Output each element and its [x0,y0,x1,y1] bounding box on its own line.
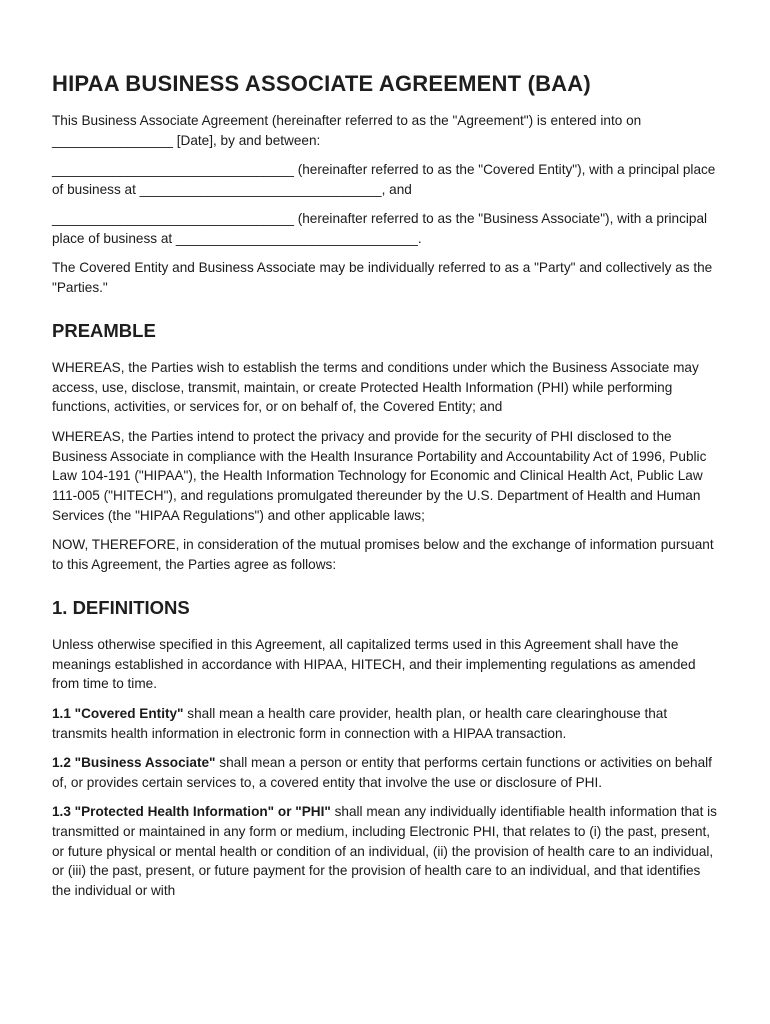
whereas-paragraph-1: WHEREAS, the Parties wish to establish the terms and conditions under which the Business Associate may access, use, disclose, transmit, maintain, or create Protected Health Information (PHI) while performing functions, activities, or services for, or on behalf of, the Covered Entity; and [52,359,699,415]
document-body [52,111,718,910]
covered-entity-paragraph: ________________________________ (hereinafter referred to as the "Covered Entity"), with a principal place of business at ________________________________, and [52,162,716,197]
preamble-heading: PREAMBLE [52,319,156,341]
definition-text: shall mean any individually identifiable health information that is transmitted or maintained in any form or medium, including Electronic PHI, that relates to (i) the past, present, or future physical or mental health or condition of an individual, (ii) the provision of health care to an individual, or (iii) the past, present, or future payment for the provision of health care to an individual, and that identifies the individual or with [52,803,717,899]
definition-item [52,753,718,793]
parties-note-paragraph: The Covered Entity and Business Associate may be individually referred to as a "Party" and collectively as the "Parties." [52,260,713,296]
definitions-intro: Unless otherwise specified in this Agreement, all capitalized terms used in this Agreement shall have the meanings established in accordance with HIPAA, HITECH, and their implementing regulations as amended from time to time. [52,636,696,692]
intro-paragraph: This Business Associate Agreement (hereinafter referred to as the "Agreement") is entered into on ________________ [Date], by and between: [52,113,642,148]
definition-item [52,704,718,744]
definition-term: 1.3 "Protected Health Information" or "PHI" [52,803,331,819]
business-associate-paragraph: ________________________________ (hereinafter referred to as the "Business Associate"), with a principal place of business at ________________________________. [52,211,708,246]
whereas-paragraph-2: WHEREAS, the Parties intend to protect the privacy and provide for the security of PHI disclosed to the Business Associate in compliance with the Health Insurance Portability and Accountability Act of 1996, Public Law 104-191 ("HIPAA"), the Health Information Technology for Economic and Clinical Health Act, Public Law 111-005 ("HITECH"), and regulations promulgated thereunder by the U.S. Department of Health and Human Services (the "HIPAA Regulations") and other applicable laws; [52,428,707,523]
definition-text: shall mean a health care provider, health plan, or health care clearinghouse that transmits health information in electronic form in connection with a HIPAA transaction. [52,705,668,741]
definition-item [52,802,718,901]
definition-term: 1.1 "Covered Entity" [52,705,184,721]
now-therefore-paragraph: NOW, THEREFORE, in consideration of the mutual promises below and the exchange of information pursuant to this Agreement, the Parties agree as follows: [52,537,714,573]
definitions-heading: 1. DEFINITIONS [52,596,190,618]
definition-text: shall mean a person or entity that performs certain functions or activities on behalf of, or provides certain services to, a covered entity that involve the use or disclosure of PHI. [52,754,712,790]
document-title: HIPAA BUSINESS ASSOCIATE AGREEMENT (BAA) [52,71,591,96]
definition-term: 1.2 "Business Associate" [52,754,216,770]
